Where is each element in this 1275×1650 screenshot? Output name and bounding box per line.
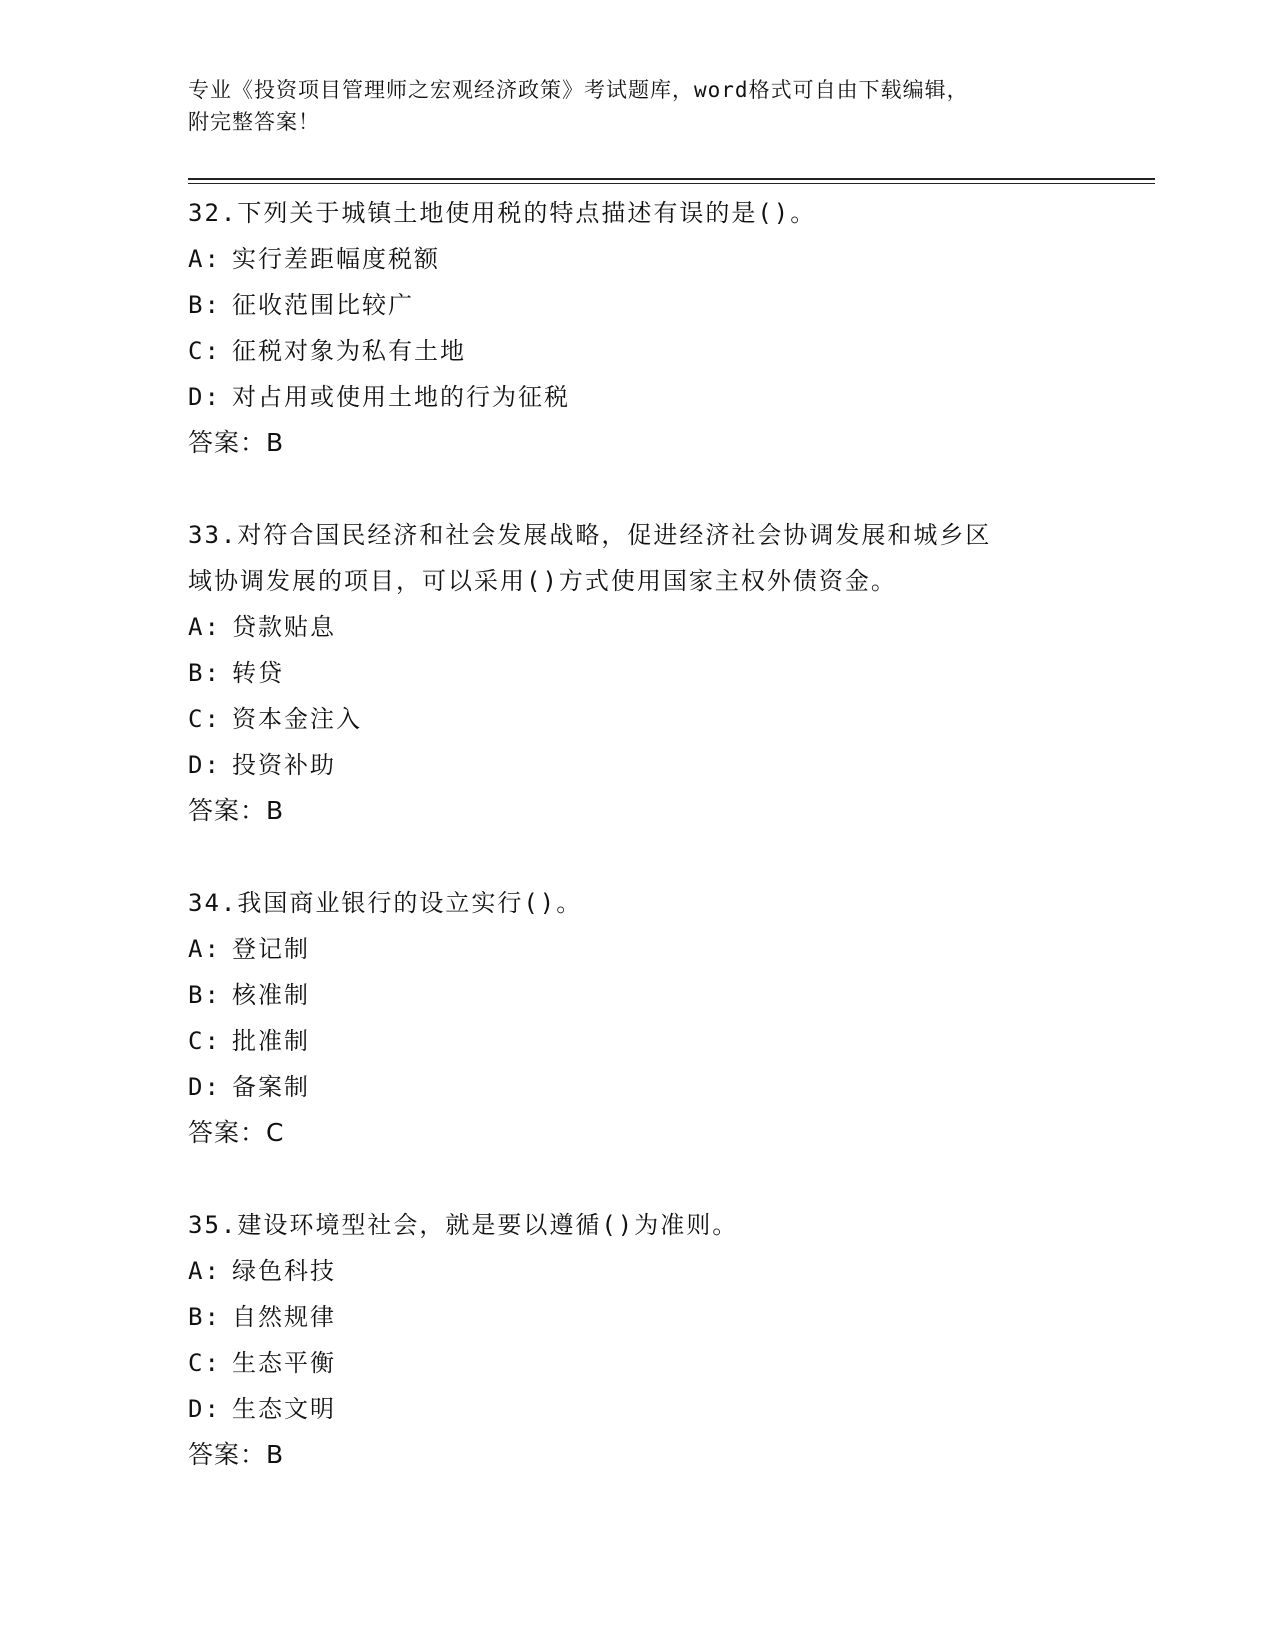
question-stem [188,1202,1088,1248]
option-text: 生态平衡 [232,1349,336,1377]
option-text: 实行差距幅度税额 [232,245,440,273]
stem-line: 35.建设环境型社会，就是要以遵循()为准则。 [188,1211,739,1239]
header-divider-thick [188,178,1155,180]
option-text: 生态文明 [232,1395,336,1423]
option-label: A: [188,1257,221,1285]
option-b [188,282,1088,328]
option-label: D: [188,1395,221,1423]
option-text: 批准制 [232,1027,310,1055]
answer-line: 答案：B [188,796,285,825]
option-text: 备案制 [232,1073,310,1101]
option-label: A: [188,245,221,273]
option-a [188,604,1088,650]
option-a [188,236,1088,282]
option-label: B: [188,659,221,687]
option-text: 绿色科技 [232,1257,336,1285]
stem-line: 33.对符合国民经济和社会发展战略，促进经济社会协调发展和城乡区 [188,521,992,549]
question-34 [188,880,1088,1156]
question-stem [188,512,1088,604]
option-text: 核准制 [232,981,310,1009]
option-c [188,328,1088,374]
answer-line: 答案：B [188,428,285,457]
question-35 [188,1202,1088,1478]
question-33 [188,512,1088,834]
option-label: A: [188,935,221,963]
option-text: 对占用或使用土地的行为征税 [232,383,570,411]
option-text: 征收范围比较广 [232,291,414,319]
option-d [188,1386,1088,1432]
answer-line: 答案：B [188,1440,285,1469]
option-label: D: [188,751,221,779]
option-text: 贷款贴息 [232,613,336,641]
option-label: B: [188,291,221,319]
option-text: 登记制 [232,935,310,963]
option-label: C: [188,1349,221,1377]
option-a [188,926,1088,972]
stem-line: 32.下列关于城镇土地使用税的特点描述有误的是()。 [188,199,817,227]
option-d [188,374,1088,420]
document-header [188,74,1088,138]
option-label: C: [188,337,221,365]
question-list [188,190,1088,1524]
question-stem [188,190,1088,236]
option-b [188,972,1088,1018]
option-label: B: [188,981,221,1009]
option-label: C: [188,1027,221,1055]
option-b [188,650,1088,696]
option-text: 资本金注入 [232,705,362,733]
option-text: 投资补助 [232,751,336,779]
option-text: 征税对象为私有土地 [232,337,466,365]
option-b [188,1294,1088,1340]
option-c [188,1340,1088,1386]
header-line-2: 附完整答案！ [188,110,320,134]
option-d [188,1064,1088,1110]
question-32 [188,190,1088,466]
option-label: C: [188,705,221,733]
option-text: 转贷 [232,659,284,687]
option-label: B: [188,1303,221,1331]
answer-line: 答案：C [188,1118,285,1147]
option-a [188,1248,1088,1294]
question-stem [188,880,1088,926]
option-c [188,696,1088,742]
header-divider-thin [188,183,1155,184]
option-d [188,742,1088,788]
stem-line: 域协调发展的项目，可以采用()方式使用国家主权外债资金。 [188,567,897,595]
option-label: D: [188,1073,221,1101]
option-text: 自然规律 [232,1303,336,1331]
stem-line: 34.我国商业银行的设立实行()。 [188,889,583,917]
option-label: A: [188,613,221,641]
option-c [188,1018,1088,1064]
header-line-1: 专业《投资项目管理师之宏观经济政策》考试题库，word格式可自由下载编辑， [188,78,969,102]
option-label: D: [188,383,221,411]
